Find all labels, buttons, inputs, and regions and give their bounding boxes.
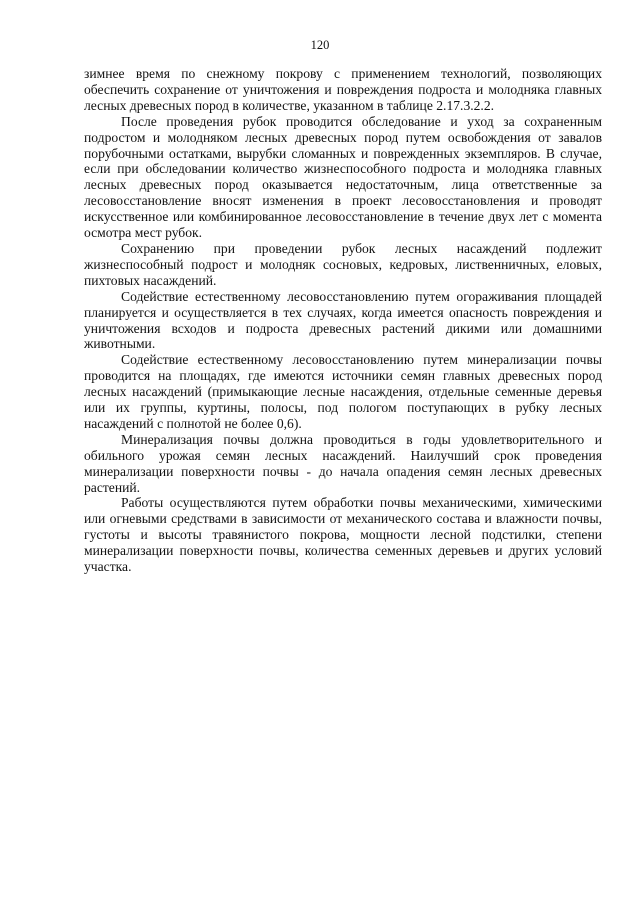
paragraph-2: После проведения рубок проводится обследование и уход за сохраненным подростом и молодняком лесных древесных пород путем освобождения от завалов порубочными остатками, вырубки сломанных и поврежденных экземпляров. В случае, если при обследовании количество жизнеспособного подроста и молодняка главных лесных древесных пород оказывается недостаточным, лица ответственные за лесовосстановление вносят изменения в проект лесовосстановления и проводят искусственное или комбинированное лесовосстановление в течение двух лет с момента осмотра мест рубок. bbox=[84, 113, 602, 241]
paragraph-4: Содействие естественному лесовосстановлению путем огораживания площадей планируется и осуществляется в тех случаях, когда имеется опасность повреждения и уничтожения всходов и подроста древесных растений дикими или домашними животными. bbox=[84, 288, 602, 352]
paragraph-5: Содействие естественному лесовосстановлению путем минерализации почвы проводится на площадях, где имеются источники семян главных древесных пород лесных насаждений (примыкающие лесные насаждения, отдельные семенные деревья или их группы, куртины, полосы, под пологом поступающих в рубку лесных насаждений с полнотой не более 0,6). bbox=[84, 352, 602, 431]
body-text bbox=[84, 66, 602, 575]
paragraph-7: Работы осуществляются путем обработки почвы механическими, химическими или огневыми средствами в зависимости от механического состава и влажности почвы, густоты и высоты травянистого покрова, мощности лесной подстилки, степени минерализации поверхности почвы, количества семенных деревьев и других условий участка. bbox=[84, 495, 602, 575]
paragraph-6: Минерализация почвы должна проводиться в годы удовлетворительного и обильного урожая семян лесных насаждений. Наилучший срок проведения минерализации поверхности почвы - до начала опадения семян лесных древесных растений. bbox=[84, 431, 602, 495]
page-number: 120 bbox=[310, 38, 330, 52]
paragraph-1: зимнее время по снежному покрову с применением технологий, позволяющих обеспечить сохранение от уничтожения и повреждения подроста и молодняка главных лесных древесных пород в количестве, указанном в таблице 2.17.3.2.2. bbox=[84, 66, 602, 113]
paragraph-3: Сохранению при проведении рубок лесных насаждений подлежит жизнеспособный подрост и молодняк сосновых, кедровых, лиственничных, еловых, пихтовых насаждений. bbox=[84, 240, 602, 288]
